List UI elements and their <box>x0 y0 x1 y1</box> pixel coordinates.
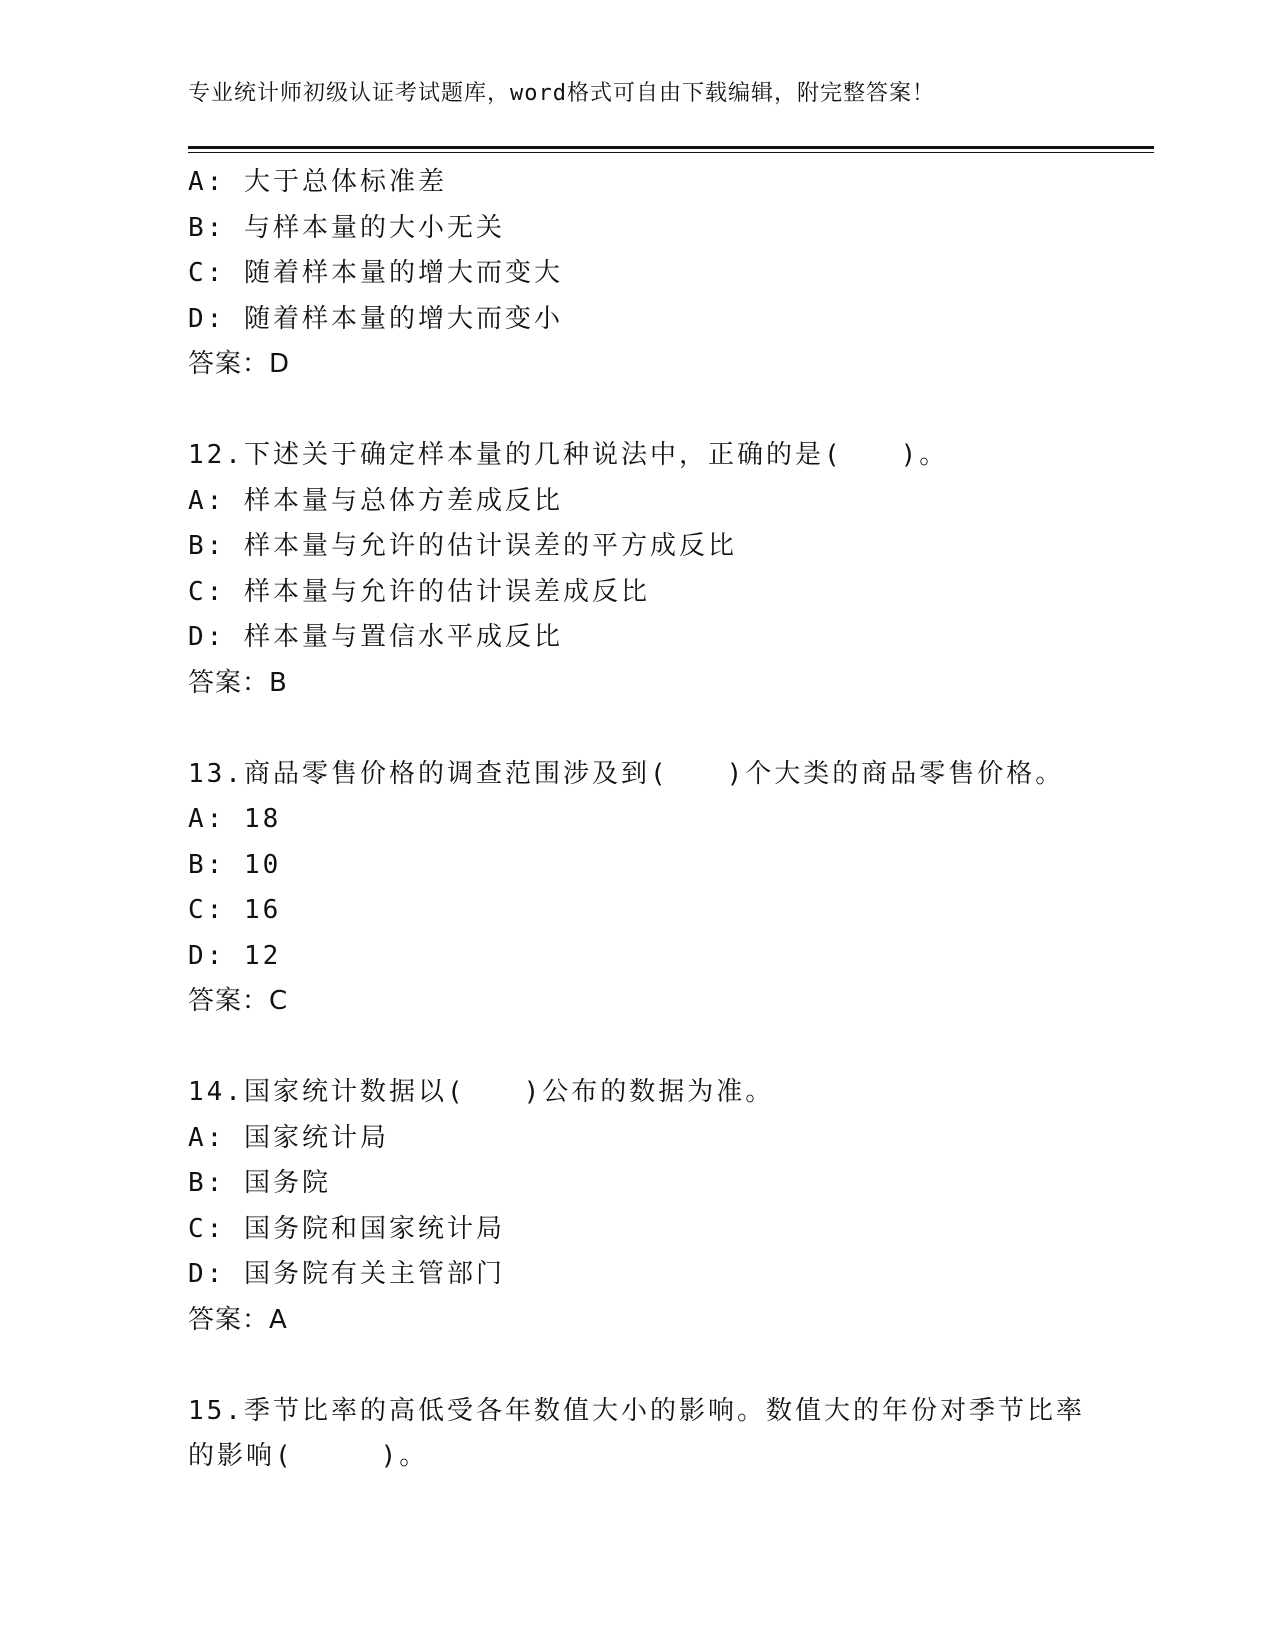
option-b: B: 样本量与允许的估计误差的平方成反比 <box>188 531 737 561</box>
header-rule-thin <box>188 152 1154 153</box>
option-d: D: 国务院有关主管部门 <box>188 1259 505 1289</box>
answer: 答案：C <box>188 986 289 1016</box>
option-a: A: 样本量与总体方差成反比 <box>188 485 563 516</box>
question-stem-line-1: 15.季节比率的高低受各年数值大小的影响。数值大的年份对季节比率 <box>188 1395 1085 1426</box>
option-c: C: 国务院和国家统计局 <box>188 1213 505 1244</box>
question-content <box>188 160 1148 1480</box>
answer: 答案：A <box>188 1304 288 1335</box>
question-stem: 14.国家统计数据以( )公布的数据为准。 <box>188 1077 775 1107</box>
option-a: A: 大于总体标准差 <box>188 167 447 197</box>
question-stem: 13.商品零售价格的调查范围涉及到( )个大类的商品零售价格。 <box>188 758 1065 789</box>
option-b: B: 与样本量的大小无关 <box>188 212 505 243</box>
header-rule-thick <box>188 146 1154 149</box>
question-stem: 12.下述关于确定样本量的几种说法中，正确的是( )。 <box>188 440 949 470</box>
question-12 <box>188 433 1148 706</box>
option-c: C: 样本量与允许的估计误差成反比 <box>188 576 650 607</box>
option-c: C: 16 <box>188 895 282 925</box>
option-a: A: 18 <box>188 804 282 834</box>
option-d: D: 随着样本量的增大而变小 <box>188 303 563 334</box>
prev-question-block <box>188 160 1148 388</box>
option-a: A: 国家统计局 <box>188 1122 389 1153</box>
answer: 答案：B <box>188 667 288 698</box>
page-header: 专业统计师初级认证考试题库，word格式可自由下载编辑，附完整答案！ <box>188 81 935 106</box>
option-d: D: 12 <box>188 940 282 971</box>
option-b: B: 10 <box>188 849 282 880</box>
question-15 <box>188 1389 1148 1480</box>
option-c: C: 随着样本量的增大而变大 <box>188 258 563 288</box>
question-13 <box>188 752 1148 1025</box>
option-b: B: 国务院 <box>188 1168 331 1198</box>
question-14 <box>188 1070 1148 1343</box>
answer: 答案：D <box>188 349 291 379</box>
option-d: D: 样本量与置信水平成反比 <box>188 622 563 652</box>
question-stem-line-2: 的影响( )。 <box>188 1441 429 1471</box>
